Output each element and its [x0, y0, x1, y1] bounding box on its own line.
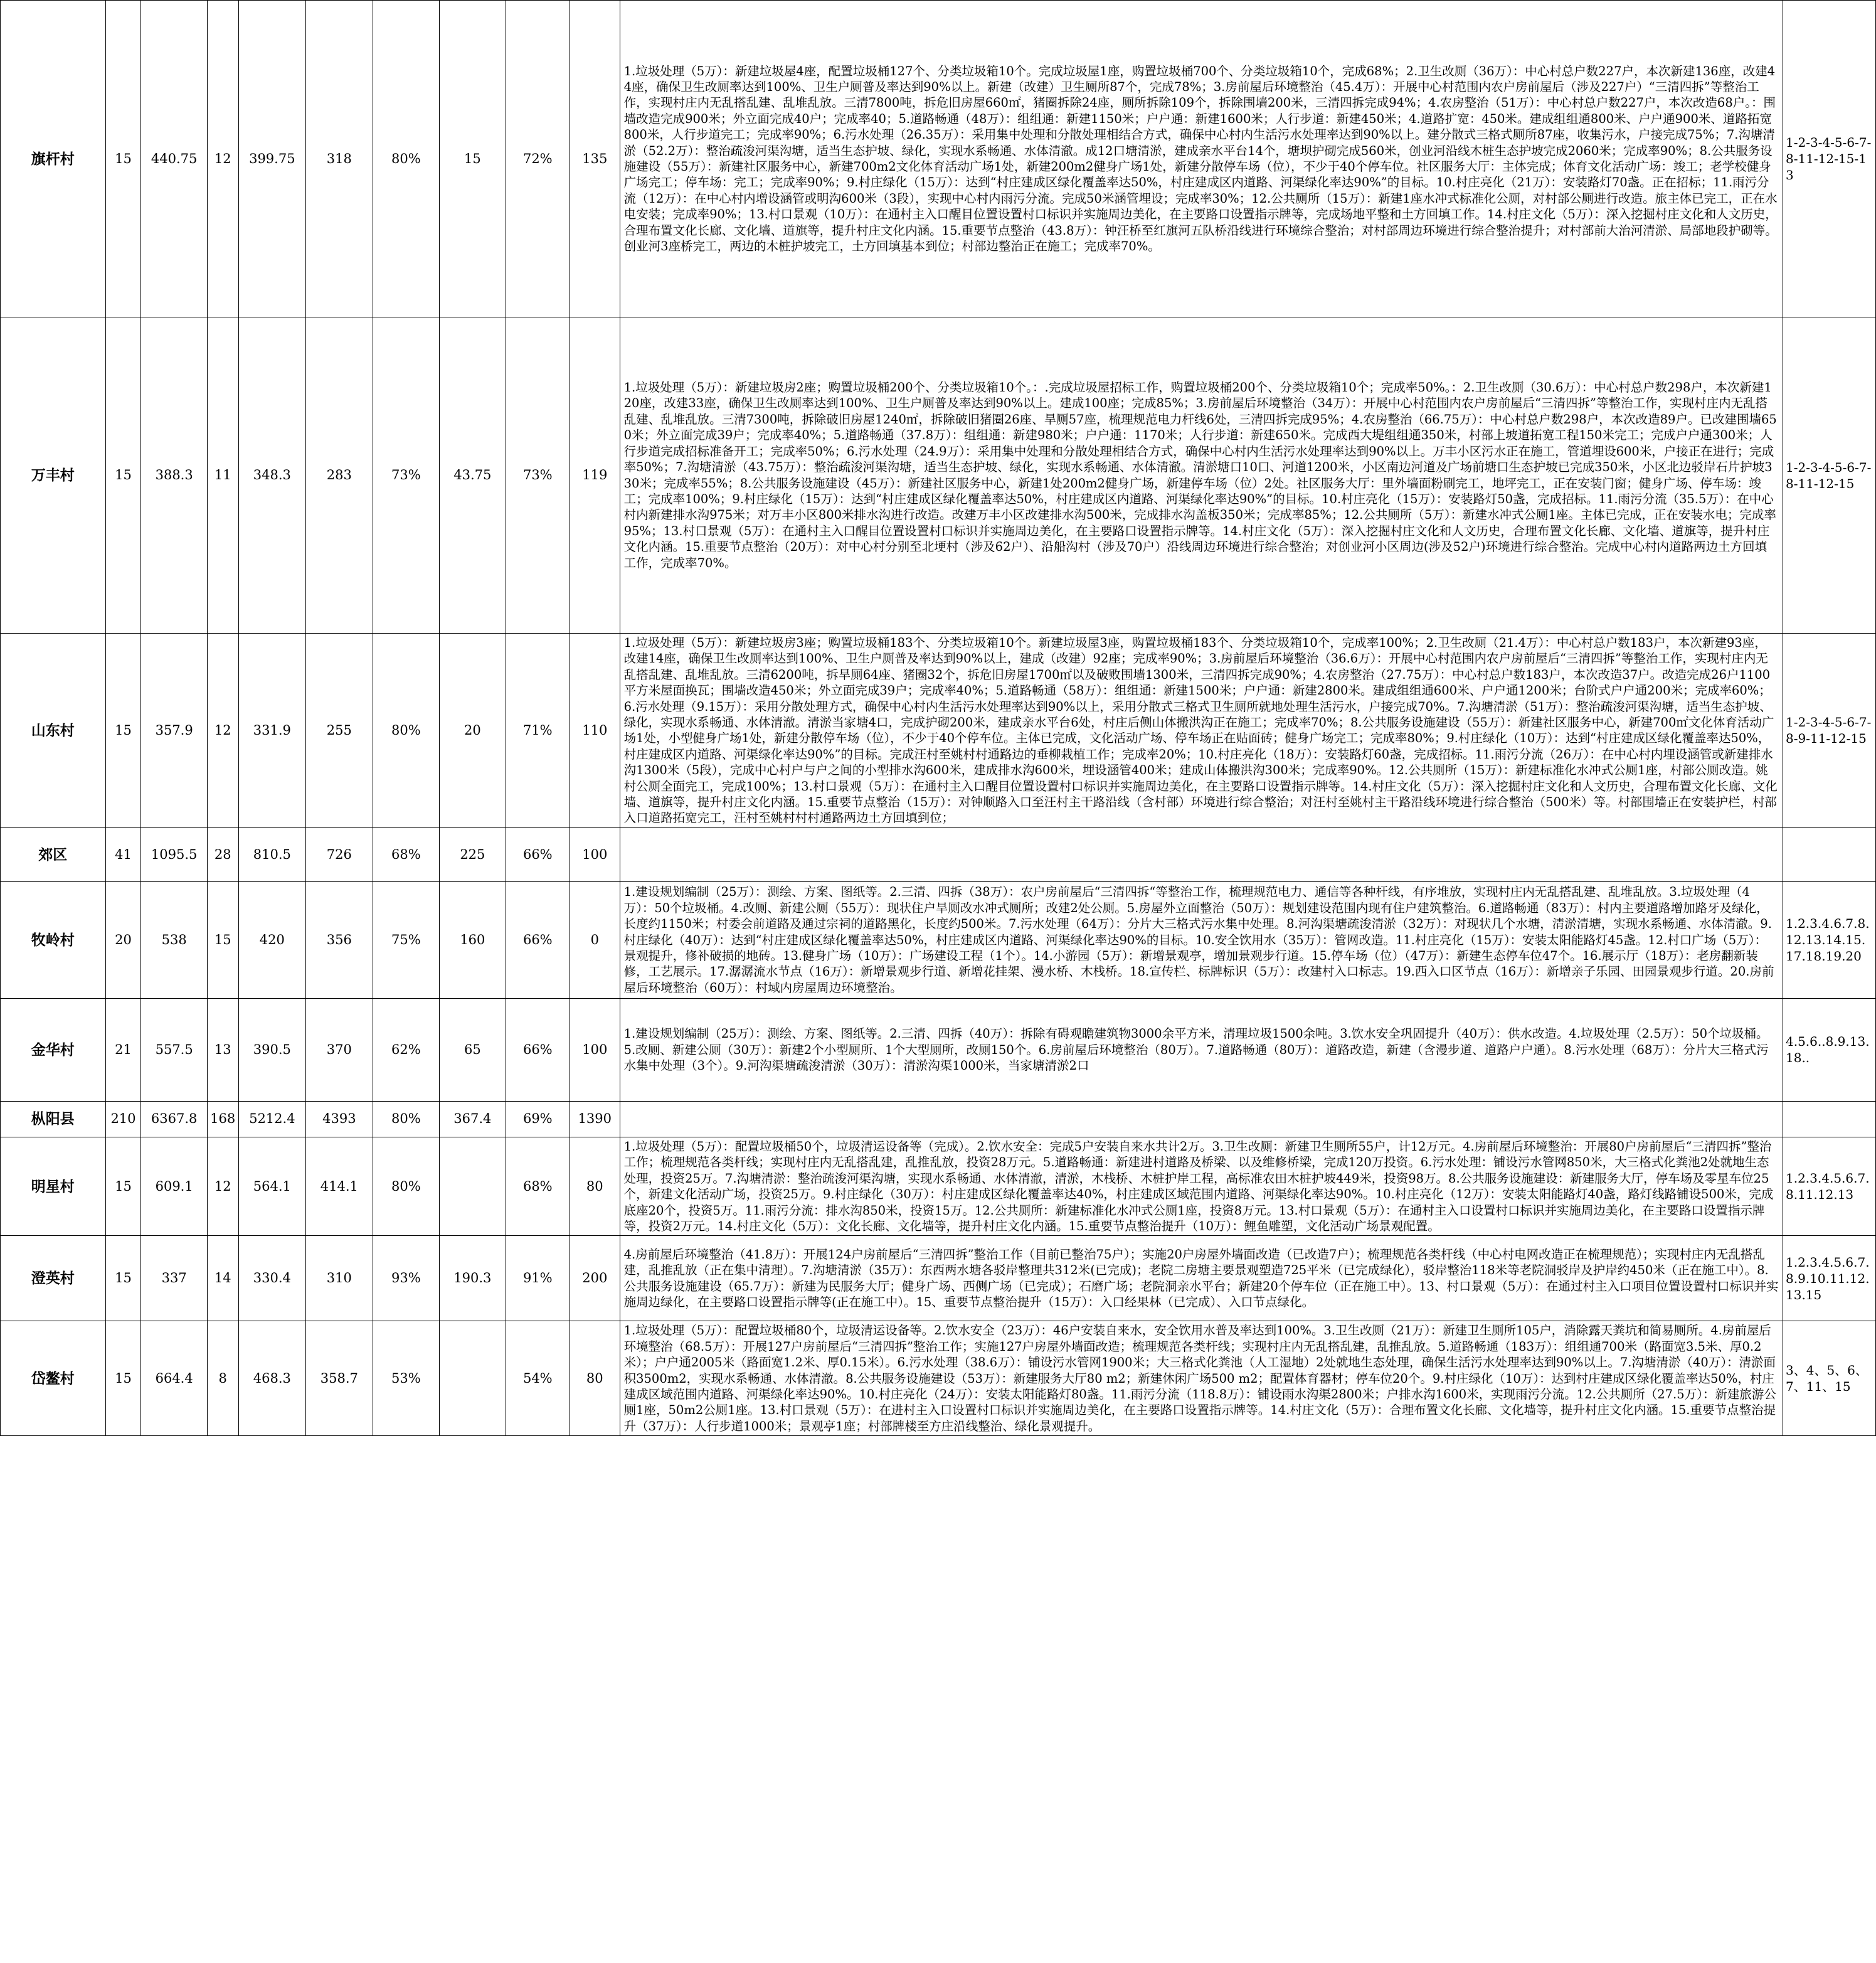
value-cell-c1: 20	[105, 881, 141, 998]
value-cell-c7: 43.75	[440, 317, 506, 634]
value-cell-c4: 564.1	[238, 1137, 306, 1235]
value-cell-c5: 414.1	[306, 1137, 373, 1235]
item-codes-cell: 1.2.3.4.6.7.8.12.13.14.15.17.18.19.20	[1783, 881, 1876, 998]
value-cell-c2: 557.5	[141, 998, 207, 1101]
value-cell-c5: 358.7	[306, 1321, 373, 1436]
value-cell-c7	[440, 1321, 506, 1436]
village-name-cell: 万丰村	[1, 317, 106, 634]
village-name-cell: 枞阳县	[1, 1101, 106, 1137]
value-cell-c6: 93%	[373, 1236, 440, 1321]
value-cell-c8: 68%	[506, 1137, 570, 1235]
table-row	[1, 1321, 1876, 1436]
value-cell-c1: 15	[105, 1321, 141, 1436]
value-cell-c5: 283	[306, 317, 373, 634]
value-cell-c8: 54%	[506, 1321, 570, 1436]
value-cell-c9: 80	[570, 1321, 620, 1436]
value-cell-c6: 62%	[373, 998, 440, 1101]
value-cell-c3: 13	[207, 998, 238, 1101]
value-cell-c9: 119	[570, 317, 620, 634]
value-cell-c8: 72%	[506, 1, 570, 317]
value-cell-c3: 14	[207, 1236, 238, 1321]
value-cell-c3: 12	[207, 1137, 238, 1235]
item-codes-cell: 1-2-3-4-5-6-7-8-9-11-12-15	[1783, 634, 1876, 828]
value-cell-c1: 15	[105, 317, 141, 634]
value-cell-c2: 440.75	[141, 1, 207, 317]
value-cell-c4: 330.4	[238, 1236, 306, 1321]
table-row	[1, 827, 1876, 881]
value-cell-c3: 11	[207, 317, 238, 634]
value-cell-c6: 73%	[373, 317, 440, 634]
value-cell-c9: 100	[570, 998, 620, 1101]
item-codes-cell: 1-2-3-4-5-6-7-8-11-12-15	[1783, 317, 1876, 634]
value-cell-c5: 4393	[306, 1101, 373, 1137]
value-cell-c8: 91%	[506, 1236, 570, 1321]
item-codes-cell: 1-2-3-4-5-6-7-8-11-12-15-13	[1783, 1, 1876, 317]
value-cell-c1: 15	[105, 1137, 141, 1235]
value-cell-c5: 726	[306, 827, 373, 881]
value-cell-c7: 20	[440, 634, 506, 828]
value-cell-c2: 357.9	[141, 634, 207, 828]
value-cell-c7: 160	[440, 881, 506, 998]
value-cell-c1: 21	[105, 998, 141, 1101]
value-cell-c2: 664.4	[141, 1321, 207, 1436]
item-codes-cell: 1.2.3.4.5.6.7.8.11.12.13	[1783, 1137, 1876, 1235]
value-cell-c3: 12	[207, 1, 238, 317]
value-cell-c3: 15	[207, 881, 238, 998]
work-description-cell: 1.建设规划编制（25万）：测绘、方案、图纸等。2.三清、四拆（40万）：拆除有碍观瞻建筑物3000余平方米，清理垃圾1500余吨。3.饮水安全巩固提升（40万）：供水改造。4.垃圾处理（2.5万）：50个垃圾桶。5.改厕、新建公厕（30万）：新建2个小型厕所、1个大型厕所，改厕150个。6.房前屋后环境整治（80万）。7.道路畅通（80万）：道路改造，新建（含漫步道、道路户户通）。8.污水处理（68万）：分片大三格式污水集中处理（3个）。9.河沟渠塘疏浚清淤（30万）：清淤沟渠1000米，当家塘清淤2口	[620, 998, 1783, 1101]
value-cell-c5: 318	[306, 1, 373, 317]
value-cell-c8: 69%	[506, 1101, 570, 1137]
table-row	[1, 1101, 1876, 1137]
village-name-cell: 明星村	[1, 1137, 106, 1235]
value-cell-c1: 15	[105, 634, 141, 828]
value-cell-c7: 65	[440, 998, 506, 1101]
item-codes-cell: 1.2.3.4.5.6.7.8.9.10.11.12.13.15	[1783, 1236, 1876, 1321]
value-cell-c6: 80%	[373, 1137, 440, 1235]
item-codes-cell	[1783, 827, 1876, 881]
work-description-cell: 1.垃圾处理（5万）：新建垃圾房2座；购置垃圾桶200个、分类垃圾箱10个。：.完成垃圾屋招标工作，购置垃圾桶200个、分类垃圾箱10个；完成率50%。：2.卫生改厕（30.6万）：中心村总户数298户，本次新建120座，改建33座，确保卫生改厕率达到100%、卫生户厕普及率达到90%以上。建成100座；完成85%；3.房前屋后环境整治（34万）：开展中心村范围内农户房前屋后“三清四拆”等整治工作，实现村庄内无乱搭乱建、乱堆乱放。三清7300吨，拆除破旧房屋1240㎡，拆除破旧猪圈26座、旱厕57座，梳理规范电力杆线6处，三清四拆完成95%；4.农房整治（66.75万）：中心村总户数298户，本次改造89户。已改建围墙650米；外立面完成39户；完成率40%；5.道路畅通（37.8万）：组组通：新建980米；户户通：1170米；人行步道：新建650米。完成西大堤组组通350米，村部上坡道拓宽工程150米完工；完成户户通300米；人行步道完成招标准备开工；完成率50%；6.污水处理（24.9万）：采用集中处理和分散处理相结合方式，确保中心村内生活污水处理率达到90%以上。万丰小区污水正在施工，管道埋设600米，户接正在进行；完成率50%；7.沟塘清淤（43.75万）：整治疏浚河渠沟塘，适当生态护坡、绿化，实现水系畅通、水体清澈。清淤塘口10口、河道1200米，小区南边河道及广场前塘口生态护坡已完成350米，小区北边驳岸石片护坡330米；完成率55%；8.公共服务设施建设（45万）：新建社区服务中心，新建1处200m2健身广场，新建停车场（位）2处。社区服务大厅：里外墙面粉刷完工，地坪完工，正在安装门窗；健身广场、停车场：竣工；完成率100%；9.村庄绿化（15万）：达到“村庄建成区绿化覆盖率达50%，村庄建成区内道路、河渠绿化率达90%”的目标。10.村庄亮化（15万）：安装路灯50盏，完成招标。11.雨污分流（35.5万）：在中心村内新建排水沟975米；对万丰小区800米排水沟进行改造。改建万丰小区改建排水沟500米，完成排水沟盖板350米；完成率85%；12.公共厕所（5万）：新建水冲式公厕1座。主体已完成，正在安装水电；完成率95%；13.村口景观（5万）：在通村主入口醒目位置设置村口标识并实施周边美化，在主要路口设置指示牌等。14.村庄文化（5万）：深入挖掘村庄文化和人文历史，合理布置文化长廊、文化墙、道旗等，提升村庄文化内涵。15.重要节点整治（20万）：对中心村分别至北埂村（涉及62户）、沿船沟村（涉及70户）沿线周边环境进行综合整治；对创业河小区周边(涉及52户)环境进行综合整治。完成中心村内道路两边土方回填工作，完成率70%。	[620, 317, 1783, 634]
work-description-cell: 1.建设规划编制（25万）：测绘、方案、图纸等。2.三清、四拆（38万）：农户房前屋后“三清四拆“等整治工作，梳理规范电力、通信等各种杆线，有序堆放，实现村庄内无乱搭乱建、乱堆乱放。3.垃圾处理（4万）：50个垃圾桶。4.改厕、新建公厕（55万）：现状住户旱厕改水冲式厕所；改建2处公厕。5.房屋外立面整治（50万）：规划建设范围内现有住户建筑整治。6.道路畅通（83万）：村内主要道路增加路牙及绿化，长度约1150米；村委会前道路及通过宗祠的道路黑化，长度约500米。7.污水处理（64万）：分片大三格式污水集中处理。8.河沟渠塘疏浚清淤（32万）：对现状几个水塘，清淤清塘，实现水系畅通、水体清澈。9.村庄绿化（40万）：达到“村庄建成区绿化覆盖率达50%，村庄建成区内道路、河渠绿化率达90%的目标。10.安全饮用水（35万）：管网改造。11.村庄亮化（15万）：安装太阳能路灯45盏。12.村口广场（5万）：景观提升，修补破损的地砖。13.健身广场（10万）：广场建设工程（1个）。14.小游园（5万）：新增景观亭，增加景观步行道。15.停车场（位）（47万）：新建生态停车位47个。16.展示厅（18万）：老房翻新装修，工艺展示。17.潺潺流水节点（16万）：新增景观步行道、新增花挂架、漫水桥、木栈桥。18.宣传栏、标牌标识（5万）：改建村入口标志。19.西入口区节点（16万）：新增亲子乐园、田园景观步行道。20.房前屋后环境整治（60万）：村域内房屋周边环境整治。	[620, 881, 1783, 998]
value-cell-c9: 1390	[570, 1101, 620, 1137]
work-description-cell: 4.房前屋后环境整治（41.8万）：开展124户房前屋后“三清四拆”整治工作（目前已整治75户）；实施20户房屋外墙面改造（已改造7户）；梳理规范各类杆线（中心村电网改造正在梳理规范）；实现村庄内无乱搭乱建，乱推乱放（正在集中清理）。7.沟塘清淤（35万）：东西两水塘各驳岸整理共312米(已完成)；老院二房塘主要景观塑造725平米（已完成绿化），驳岸整治118米等老院洞驳岸及护岸约450米（正在施工中）。8.公共服务设施建设（65.7万）：新建为民服务大厅；健身广场、西侧广场（已完成）；石磨广场；老院洞亲水平台；新建20个停车位（正在施工中）。13、村口景观（5万）：在通过村主入口项目位置设置村口标识并实施周边绿化，在主要路口设置指示牌等(正在施工中）。15、重要节点整治提升（15万）：入口经果林（已完成）、入口节点绿化。	[620, 1236, 1783, 1321]
work-description-cell: 1.垃圾处理（5万）：新建垃圾屋4座，配置垃圾桶127个、分类垃圾箱10个。完成垃圾屋1座，购置垃圾桶700个、分类垃圾箱10个，完成68%；2.卫生改厕（36万）：中心村总户数227户，本次新建136座，改建44座，确保卫生改厕率达到100%、卫生户厕普及率达到90%以上。新建（改建）卫生厕所87个，完成78%；3.房前屋后环境整治（45.4万）：开展中心村范围内农户房前屋后（涉及227户）“三清四拆”等整治工作，实现村庄内无乱搭乱建、乱堆乱放。三清7800吨，拆危旧房屋660㎡，猪圈拆除24座，厕所拆除109个，拆除围墙200米，三清四拆完成94%；4.农房整治（51万）：中心村总户数227户，本次改造68户。：围墙改造完成900米；外立面完成40户；完成率40；5.道路畅通（48万）：组组通：新建1150米；户户通：新建1600米；人行步道：新建450米；4.道路扩宽：450米。建成组组通800米、户户通900米、道路拓宽800米，人行步道完工；完成率90%；6.污水处理（26.35万）：采用集中处理和分散处理相结合方式，确保中心村内生活污水处理率达到90%以上。建分散式三格式厕所87座，收集污水，户接完成75%；7.沟塘清淤（52.2万）：整治疏浚河渠沟塘，适当生态护坡、绿化，实现水系畅通、水体清澈。成12口塘清淤，建成亲水平台14个，塘坝护砌完成560米，创业河沿线木桩生态护坡完成2060米；完成率90%；8.公共服务设施建设（55万）：新建社区服务中心，新建700m2文化体育活动广场1处，新建200m2健身广场1处，新建分散停车场（位），不少于40个停车位。社区服务大厅：主体完成；体育文化活动广场：竣工；老学校健身广场完工；停车场：完工；完成率90%；9.村庄绿化（15万）：达到“村庄建成区绿化覆盖率达50%，村庄建成区内道路、河渠绿化率达90%”的目标。10.村庄亮化（21万）：安装路灯70盏。正在招标；11.雨污分流（12万）：在中心村内增设涵管或明沟600米（3段），实现中心村内雨污分流。完成50米涵管埋设；完成率30%；12.公共厕所（15万）：新建1座水冲式标准化公厕，对村部公厕进行改造。旅主体已完工，正在水电安装；完成率90%；13.村口景观（10万）：在通村主入口醒目位置设置村口标识并实施周边美化，在主要路口设置指示牌等，完成场地平整和土方回填工作。14.村庄文化（5万）：深入挖掘村庄文化和人文历史，合理布置文化长廊、文化墙、道旗等，提升村庄文化内涵。15.重要节点整治（43.8万）：钟汪桥至红旗河五队桥沿线进行环境综合整治；对村部周边环境进行综合整治提升；对村部前大治河清淤、局部地段护砌等。创业河3座桥完工，两边的木桩护坡完工，土方回填基本到位；村部边整治正在施工；完成率70%。	[620, 1, 1783, 317]
value-cell-c6: 53%	[373, 1321, 440, 1436]
item-codes-cell: 4.5.6..8.9.13.18..	[1783, 998, 1876, 1101]
village-name-cell: 旗杆村	[1, 1, 106, 317]
village-name-cell: 郊区	[1, 827, 106, 881]
village-name-cell: 岱鳌村	[1, 1321, 106, 1436]
item-codes-cell: 3、4、5、6、7、11、15	[1783, 1321, 1876, 1436]
value-cell-c9: 80	[570, 1137, 620, 1235]
value-cell-c2: 1095.5	[141, 827, 207, 881]
village-name-cell: 金华村	[1, 998, 106, 1101]
item-codes-cell	[1783, 1101, 1876, 1137]
value-cell-c4: 420	[238, 881, 306, 998]
value-cell-c9: 135	[570, 1, 620, 317]
value-cell-c6: 80%	[373, 1, 440, 317]
value-cell-c7: 225	[440, 827, 506, 881]
work-description-cell: 1.垃圾处理（5万）：配置垃圾桶50个，垃圾清运设备等（完成）。2.饮水安全：完成5户安装自来水共计2万。3.卫生改厕：新建卫生厕所55户，计12万元。4.房前屋后环境整治：开展80户房前屋后“三清四拆”整治工作；梳理规范各类杆线；实现村庄内无乱搭乱建，乱推乱放，投资28万元。5.道路畅通：新建进村道路及桥梁、以及维修桥梁，完成120万投资。6.污水处理：铺设污水管网850米，大三格式化粪池2处就地生态处理，投资25万。7.沟塘清淤：整治疏浚河渠沟塘，实现水系畅通、水体清澈，清淤，木栈桥、木桩护岸工程，高标准农田木桩护坡449米，投资98万。8.公共服务设施建设：新建服务大厅，停车场及零星车位25个，新建文化活动广场，投资25万。9.村庄绿化（30万）：村庄建成区绿化覆盖率达40%，村庄建成区域范围内道路、河渠绿化率达90%。10.村庄亮化（12万）：安装太阳能路灯40盏，路灯线路铺设500米，完成底座20个，投资5万。11.雨污分流：排水沟850米，投资15万。12.公共厕所：新建标准化水冲式公厕1座，投资8万元。13.村口景观（5万）：在通村主入口设置村口标识并实施周边美化，在主要路口设置指示牌等，投资2万元。14.村庄文化（5万）：文化长廊、文化墙等，提升村庄文化内涵。15.重要节点整治提升（10万）：鲤鱼雕塑，文化活动广场景观配置。	[620, 1137, 1783, 1235]
value-cell-c4: 468.3	[238, 1321, 306, 1436]
value-cell-c8: 71%	[506, 634, 570, 828]
village-name-cell: 牧岭村	[1, 881, 106, 998]
value-cell-c8: 66%	[506, 827, 570, 881]
table-row	[1, 1137, 1876, 1235]
value-cell-c8: 66%	[506, 998, 570, 1101]
value-cell-c1: 15	[105, 1236, 141, 1321]
value-cell-c2: 538	[141, 881, 207, 998]
value-cell-c6: 68%	[373, 827, 440, 881]
table-row	[1, 317, 1876, 634]
value-cell-c4: 390.5	[238, 998, 306, 1101]
table-row	[1, 1, 1876, 317]
value-cell-c4: 331.9	[238, 634, 306, 828]
value-cell-c9: 0	[570, 881, 620, 998]
value-cell-c9: 200	[570, 1236, 620, 1321]
value-cell-c3: 168	[207, 1101, 238, 1137]
value-cell-c1: 41	[105, 827, 141, 881]
value-cell-c4: 5212.4	[238, 1101, 306, 1137]
value-cell-c6: 75%	[373, 881, 440, 998]
value-cell-c7: 15	[440, 1, 506, 317]
value-cell-c2: 609.1	[141, 1137, 207, 1235]
table-row	[1, 1236, 1876, 1321]
village-name-cell: 山东村	[1, 634, 106, 828]
value-cell-c1: 15	[105, 1, 141, 317]
value-cell-c3: 12	[207, 634, 238, 828]
value-cell-c5: 310	[306, 1236, 373, 1321]
value-cell-c8: 66%	[506, 881, 570, 998]
value-cell-c1: 210	[105, 1101, 141, 1137]
value-cell-c5: 356	[306, 881, 373, 998]
value-cell-c4: 399.75	[238, 1, 306, 317]
value-cell-c6: 80%	[373, 1101, 440, 1137]
value-cell-c4: 348.3	[238, 317, 306, 634]
table-row	[1, 881, 1876, 998]
value-cell-c2: 6367.8	[141, 1101, 207, 1137]
value-cell-c2: 337	[141, 1236, 207, 1321]
value-cell-c9: 100	[570, 827, 620, 881]
table-row	[1, 998, 1876, 1101]
value-cell-c9: 110	[570, 634, 620, 828]
table-body	[1, 1, 1876, 1436]
value-cell-c7: 367.4	[440, 1101, 506, 1137]
value-cell-c2: 388.3	[141, 317, 207, 634]
value-cell-c7	[440, 1137, 506, 1235]
work-description-cell: 1.垃圾处理（5万）：配置垃圾桶80个，垃圾清运设备等。2.饮水安全（23万）：46户安装自来水，安全饮用水普及率达到100%。3.卫生改厕（21万）：新建卫生厕所105户，消除露天粪坑和简易厕所。4.房前屋后环境整治（68.5万）：开展127户房前屋后“三清四拆”整治工作；实施127户房屋外墙面改造；梳理规范各类杆线；实现村庄内无乱搭乱建，乱推乱放。5.道路畅通（183万）：组组通700米（路面宽3.5米、厚0.2米）；户户通2005米（路面宽1.2米、厚0.15米）。6.污水处理（38.6万）：铺设污水管网1900米；大三格式化粪池（人工湿地）2处就地生态处理，确保生活污水处理率达到90%以上。7.沟塘清淤（40万）：清淤面积3500m2，实现水系畅通、水体清澈。8.公共服务设施建设（53万）：新建服务大厅80 m2；新建休闲广场500 m2；配置体育器材；停车位20个。9.村庄绿化（10万）：达到村庄建成区绿化覆盖率达50%，村庄建成区域范围内道路、河渠绿化率达90%。10.村庄亮化（24万）：安装太阳能路灯80盏。11.雨污分流（118.8万）：铺设雨水沟渠2800米；户排水沟1600米，实现雨污分流。12.公共厕所（27.5万）：新建旅游公厕1座，50m2公厕1座。13.村口景观（5万）：在进村主入口设置村口标识并实施周边美化，在主要路口设置指示牌等。14.村庄文化（5万）：合理布置文化长廊、文化墙等，提升村庄文化内涵。15.重要节点整治提升（37万）：人行步道1000米；景观亭1座；村部牌楼至方庄沿线整治、绿化景观提升。	[620, 1321, 1783, 1436]
value-cell-c8: 73%	[506, 317, 570, 634]
value-cell-c7: 190.3	[440, 1236, 506, 1321]
work-description-cell: 1.垃圾处理（5万）：新建垃圾房3座；购置垃圾桶183个、分类垃圾箱10个。新建垃圾屋3座，购置垃圾桶183个、分类垃圾箱10个，完成率100%；2.卫生改厕（21.4万）：中心村总户数183户，本次新建93座，改建14座，确保卫生改厕率达到100%、卫生户厕普及率达到90%以上，建成（改建）92座；完成率90%；3.房前屋后环境整治（36.6万）：开展中心村范围内农户房前屋后“三清四拆”等整治工作，实现村庄内无乱搭乱建、乱堆乱放。三清6200吨，拆旱厕64座、猪圈32个，拆危旧房屋1700㎡以及破败围墙1300米，三清四拆完成90%；4.农房整治（27.75万）：中心村总户数183户，本次改造37户。改造完成26户1100平方米屋面换瓦；围墙改造450米；外立面完成39户；完成率40%；5.道路畅通（58万）：组组通：新建1500米；户户通：新建2800米。建成组组通600米、户户通1200米；台阶式户户通200米；完成率60%；6.污水处理（9.15万）：采用分散处理方式，确保中心村内生活污水处理率达到90%以上，采用分散式三格式卫生厕所就地处理生活污水，户接完成70%。7.沟塘清淤（51万）：整治疏浚河渠沟塘，适当生态护坡、绿化，实现水系畅通、水体清澈。清淤当家塘4口，完成护砌200米，建成亲水平台6处，村庄后侧山体搬洪沟正在施工；完成率70%；8.公共服务设施建设（55万）：新建社区服务中心，新建700㎡文化体育活动广场1处，小型健身广场1处，新建分散停车场（位），不少于40个停车位。主体已完成，文化活动广场、停车场正在贴面砖；健身广场完工；完成率80%；9.村庄绿化（10万）：达到“村庄建成区绿化覆盖率达50%，村庄建成区内道路、河渠绿化率达90%”的目标。完成汪村至姚村村通路边的垂柳栽植工作；完成率20%；10.村庄亮化（18万）：安装路灯60盏，完成招标。11.雨污分流（26万）：在中心村内埋设涵管或新建排水沟1300米（5段），完成中心村户与户之间的小型排水沟600米，建成排水沟600米，埋设涵管400米；建成山体搬洪沟300米；完成率90%。12.公共厕所（15万）：新建标准化水冲式公厕1座，村部公厕改造。姚村公厕全面完工，完成100%；13.村口景观（5万）：在通村主入口醒目位置设置村口标识并实施周边美化，在主要路口设置指示牌等。14.村庄文化（5万）：深入挖掘村庄文化和人文历史，合理布置文化长廊、文化墙、道旗等，提升村庄文化内涵。15.重要节点整治（15万）：对钟顺路入口至汪村主干路沿线（含村部）环境进行综合整治；对汪村至姚村主干路沿线环境进行综合整治（500米）等。村部围墙正在安装护栏，村部入口道路拓宽完工，汪村至姚村村村通路两边土方回填到位；	[620, 634, 1783, 828]
value-cell-c4: 810.5	[238, 827, 306, 881]
value-cell-c5: 255	[306, 634, 373, 828]
work-description-cell	[620, 827, 1783, 881]
village-name-cell: 澄英村	[1, 1236, 106, 1321]
value-cell-c3: 8	[207, 1321, 238, 1436]
work-description-cell	[620, 1101, 1783, 1137]
value-cell-c6: 80%	[373, 634, 440, 828]
value-cell-c3: 28	[207, 827, 238, 881]
table-row	[1, 634, 1876, 828]
value-cell-c5: 370	[306, 998, 373, 1101]
